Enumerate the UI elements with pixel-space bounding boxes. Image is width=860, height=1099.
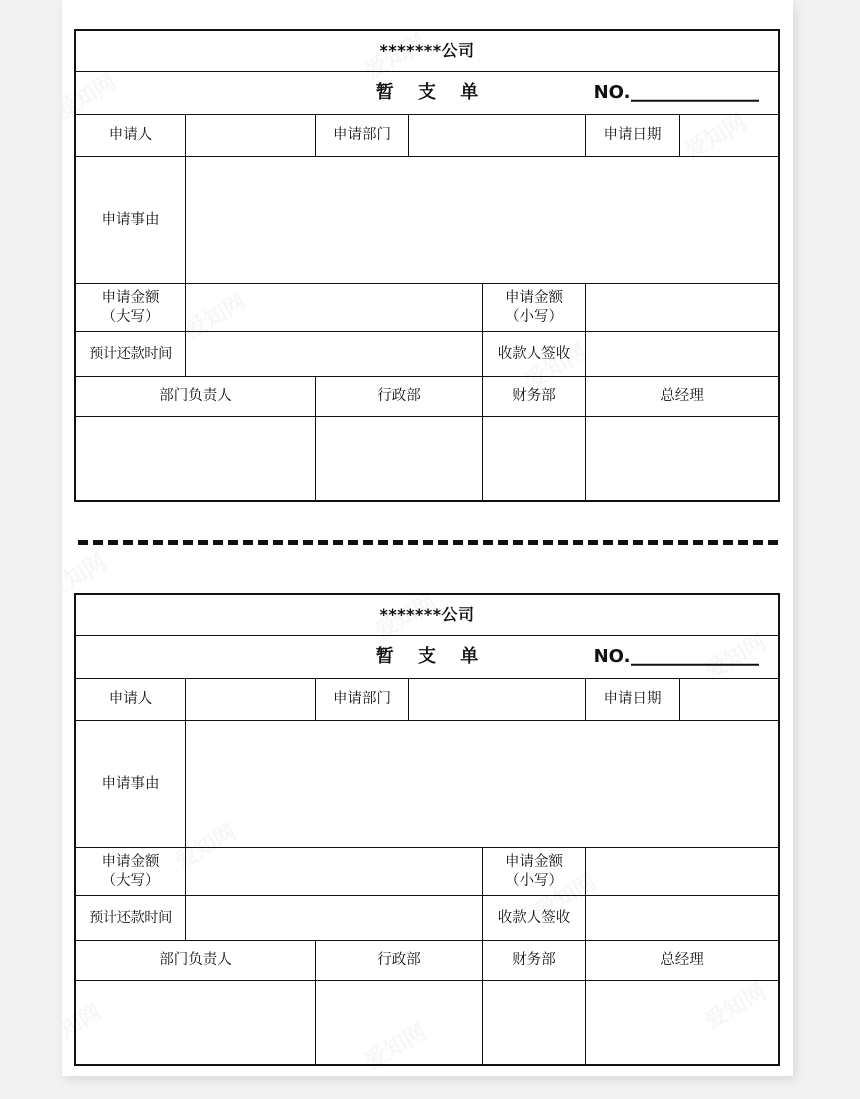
- repay-time-value-cell[interactable]: [186, 332, 483, 377]
- payee-sign-label-cell: [483, 332, 586, 377]
- admin-dept-label-cell: [316, 377, 483, 417]
- apply-date-value-cell[interactable]: [680, 115, 779, 157]
- department-label-cell: [316, 679, 409, 721]
- signature-blank-row: [76, 981, 779, 1065]
- apply-date-label: 申请日期: [603, 127, 662, 144]
- amount-row: [76, 848, 779, 896]
- reason-value-cell[interactable]: [186, 157, 779, 284]
- doc-title-cell: [76, 636, 779, 679]
- voucher-form-copy-2: [75, 594, 778, 1065]
- apply-date-label-cell: [586, 115, 680, 157]
- repay-time-value-cell[interactable]: [186, 896, 483, 941]
- general-manager-sign-cell[interactable]: [586, 417, 779, 501]
- finance-dept-sign-cell[interactable]: [483, 417, 586, 501]
- page-title: 暂 支 单: [375, 81, 488, 103]
- company-name-cell: [76, 595, 779, 636]
- amount-lower-value-cell[interactable]: [586, 848, 779, 896]
- amount-lower-label-line2: （小写）: [505, 308, 563, 325]
- amount-upper-label-line1: 申请金额: [101, 289, 160, 306]
- admin-dept-sign-cell[interactable]: [316, 981, 483, 1065]
- company-header-row: [76, 31, 779, 72]
- dept-manager-label: 部门负责人: [159, 952, 232, 969]
- no-field-group: [594, 646, 760, 669]
- reason-label: 申请事由: [101, 211, 160, 228]
- amount-upper-value-cell[interactable]: [186, 848, 483, 896]
- amount-upper-label-cell: [76, 284, 186, 332]
- voucher-table: [75, 594, 779, 1065]
- repay-time-label: 预计还款时间: [89, 345, 172, 362]
- admin-dept-label: 行政部: [377, 952, 421, 969]
- amount-lower-label-cell: [483, 848, 586, 896]
- applicant-value-cell[interactable]: [186, 115, 316, 157]
- company-name: *******公司: [379, 40, 475, 60]
- repay-time-label: 预计还款时间: [89, 909, 172, 926]
- finance-dept-label-cell: [483, 941, 586, 981]
- department-label: 申请部门: [333, 691, 391, 708]
- amount-lower-value-cell[interactable]: [586, 284, 779, 332]
- dept-manager-label: 部门负责人: [159, 388, 232, 405]
- applicant-value-cell[interactable]: [186, 679, 316, 721]
- dept-manager-sign-cell[interactable]: [76, 417, 316, 501]
- dept-manager-label-cell: [76, 377, 316, 417]
- company-name: *******公司: [379, 604, 475, 624]
- dept-manager-sign-cell[interactable]: [76, 981, 316, 1065]
- amount-upper-label-line1: 申请金额: [101, 853, 160, 870]
- repayment-row: [76, 332, 779, 377]
- amount-lower-label-line1: 申请金额: [505, 289, 563, 306]
- signature-blank-row: [76, 417, 779, 501]
- general-manager-sign-cell[interactable]: [586, 981, 779, 1065]
- reason-label: 申请事由: [101, 775, 160, 792]
- applicant-row: [76, 679, 779, 721]
- finance-dept-label-cell: [483, 377, 586, 417]
- reason-row: [76, 157, 779, 284]
- title-row: [76, 72, 779, 115]
- company-header-row: [76, 595, 779, 636]
- department-label-cell: [316, 115, 409, 157]
- amount-upper-value-cell[interactable]: [186, 284, 483, 332]
- amount-lower-label-cell: [483, 284, 586, 332]
- doc-title-cell: [76, 72, 779, 115]
- repayment-row: [76, 896, 779, 941]
- payee-sign-label-cell: [483, 896, 586, 941]
- apply-date-value-cell[interactable]: [680, 679, 779, 721]
- no-field-group: [594, 82, 760, 105]
- applicant-label: 申请人: [108, 691, 153, 708]
- no-label: NO.: [593, 645, 631, 667]
- payee-sign-value-cell[interactable]: [586, 332, 779, 377]
- company-name-cell: [76, 31, 779, 72]
- finance-dept-label: 财务部: [512, 388, 556, 405]
- department-value-cell[interactable]: [409, 679, 586, 721]
- repay-time-label-cell: [76, 896, 186, 941]
- amount-upper-label-line2: （大写）: [101, 308, 160, 325]
- tear-line-divider: [78, 540, 778, 545]
- amount-lower-label-line1: 申请金额: [505, 853, 563, 870]
- signature-header-row: [76, 377, 779, 417]
- no-label: NO.: [593, 81, 631, 103]
- general-manager-label: 总经理: [660, 952, 704, 969]
- apply-date-label-cell: [586, 679, 680, 721]
- reason-value-cell[interactable]: [186, 721, 779, 848]
- finance-dept-label: 财务部: [512, 952, 556, 969]
- payee-sign-value-cell[interactable]: [586, 896, 779, 941]
- no-input[interactable]: [631, 99, 759, 101]
- applicant-row: [76, 115, 779, 157]
- admin-dept-label-cell: [316, 941, 483, 981]
- title-wrapper: [80, 636, 774, 678]
- applicant-label-cell: [76, 679, 186, 721]
- applicant-label-cell: [76, 115, 186, 157]
- amount-row: [76, 284, 779, 332]
- general-manager-label-cell: [586, 377, 779, 417]
- reason-label-cell: [76, 157, 186, 284]
- reason-row: [76, 721, 779, 848]
- reason-label-cell: [76, 721, 186, 848]
- page-title: 暂 支 单: [375, 645, 488, 667]
- finance-dept-sign-cell[interactable]: [483, 981, 586, 1065]
- apply-date-label: 申请日期: [603, 691, 662, 708]
- department-label: 申请部门: [333, 127, 391, 144]
- no-input[interactable]: [631, 663, 759, 665]
- general-manager-label: 总经理: [660, 388, 704, 405]
- title-wrapper: [80, 72, 774, 114]
- signature-header-row: [76, 941, 779, 981]
- payee-sign-label: 收款人签收: [497, 345, 571, 362]
- department-value-cell[interactable]: [409, 115, 586, 157]
- amount-upper-label-cell: [76, 848, 186, 896]
- payee-sign-label: 收款人签收: [497, 909, 571, 926]
- repay-time-label-cell: [76, 332, 186, 377]
- title-row: [76, 636, 779, 679]
- applicant-label: 申请人: [108, 127, 153, 144]
- voucher-form-copy-1: [75, 30, 778, 501]
- admin-dept-label: 行政部: [377, 388, 421, 405]
- voucher-table: [75, 30, 779, 501]
- admin-dept-sign-cell[interactable]: [316, 417, 483, 501]
- amount-lower-label-line2: （小写）: [505, 872, 563, 889]
- general-manager-label-cell: [586, 941, 779, 981]
- amount-upper-label-line2: （大写）: [101, 872, 160, 889]
- dept-manager-label-cell: [76, 941, 316, 981]
